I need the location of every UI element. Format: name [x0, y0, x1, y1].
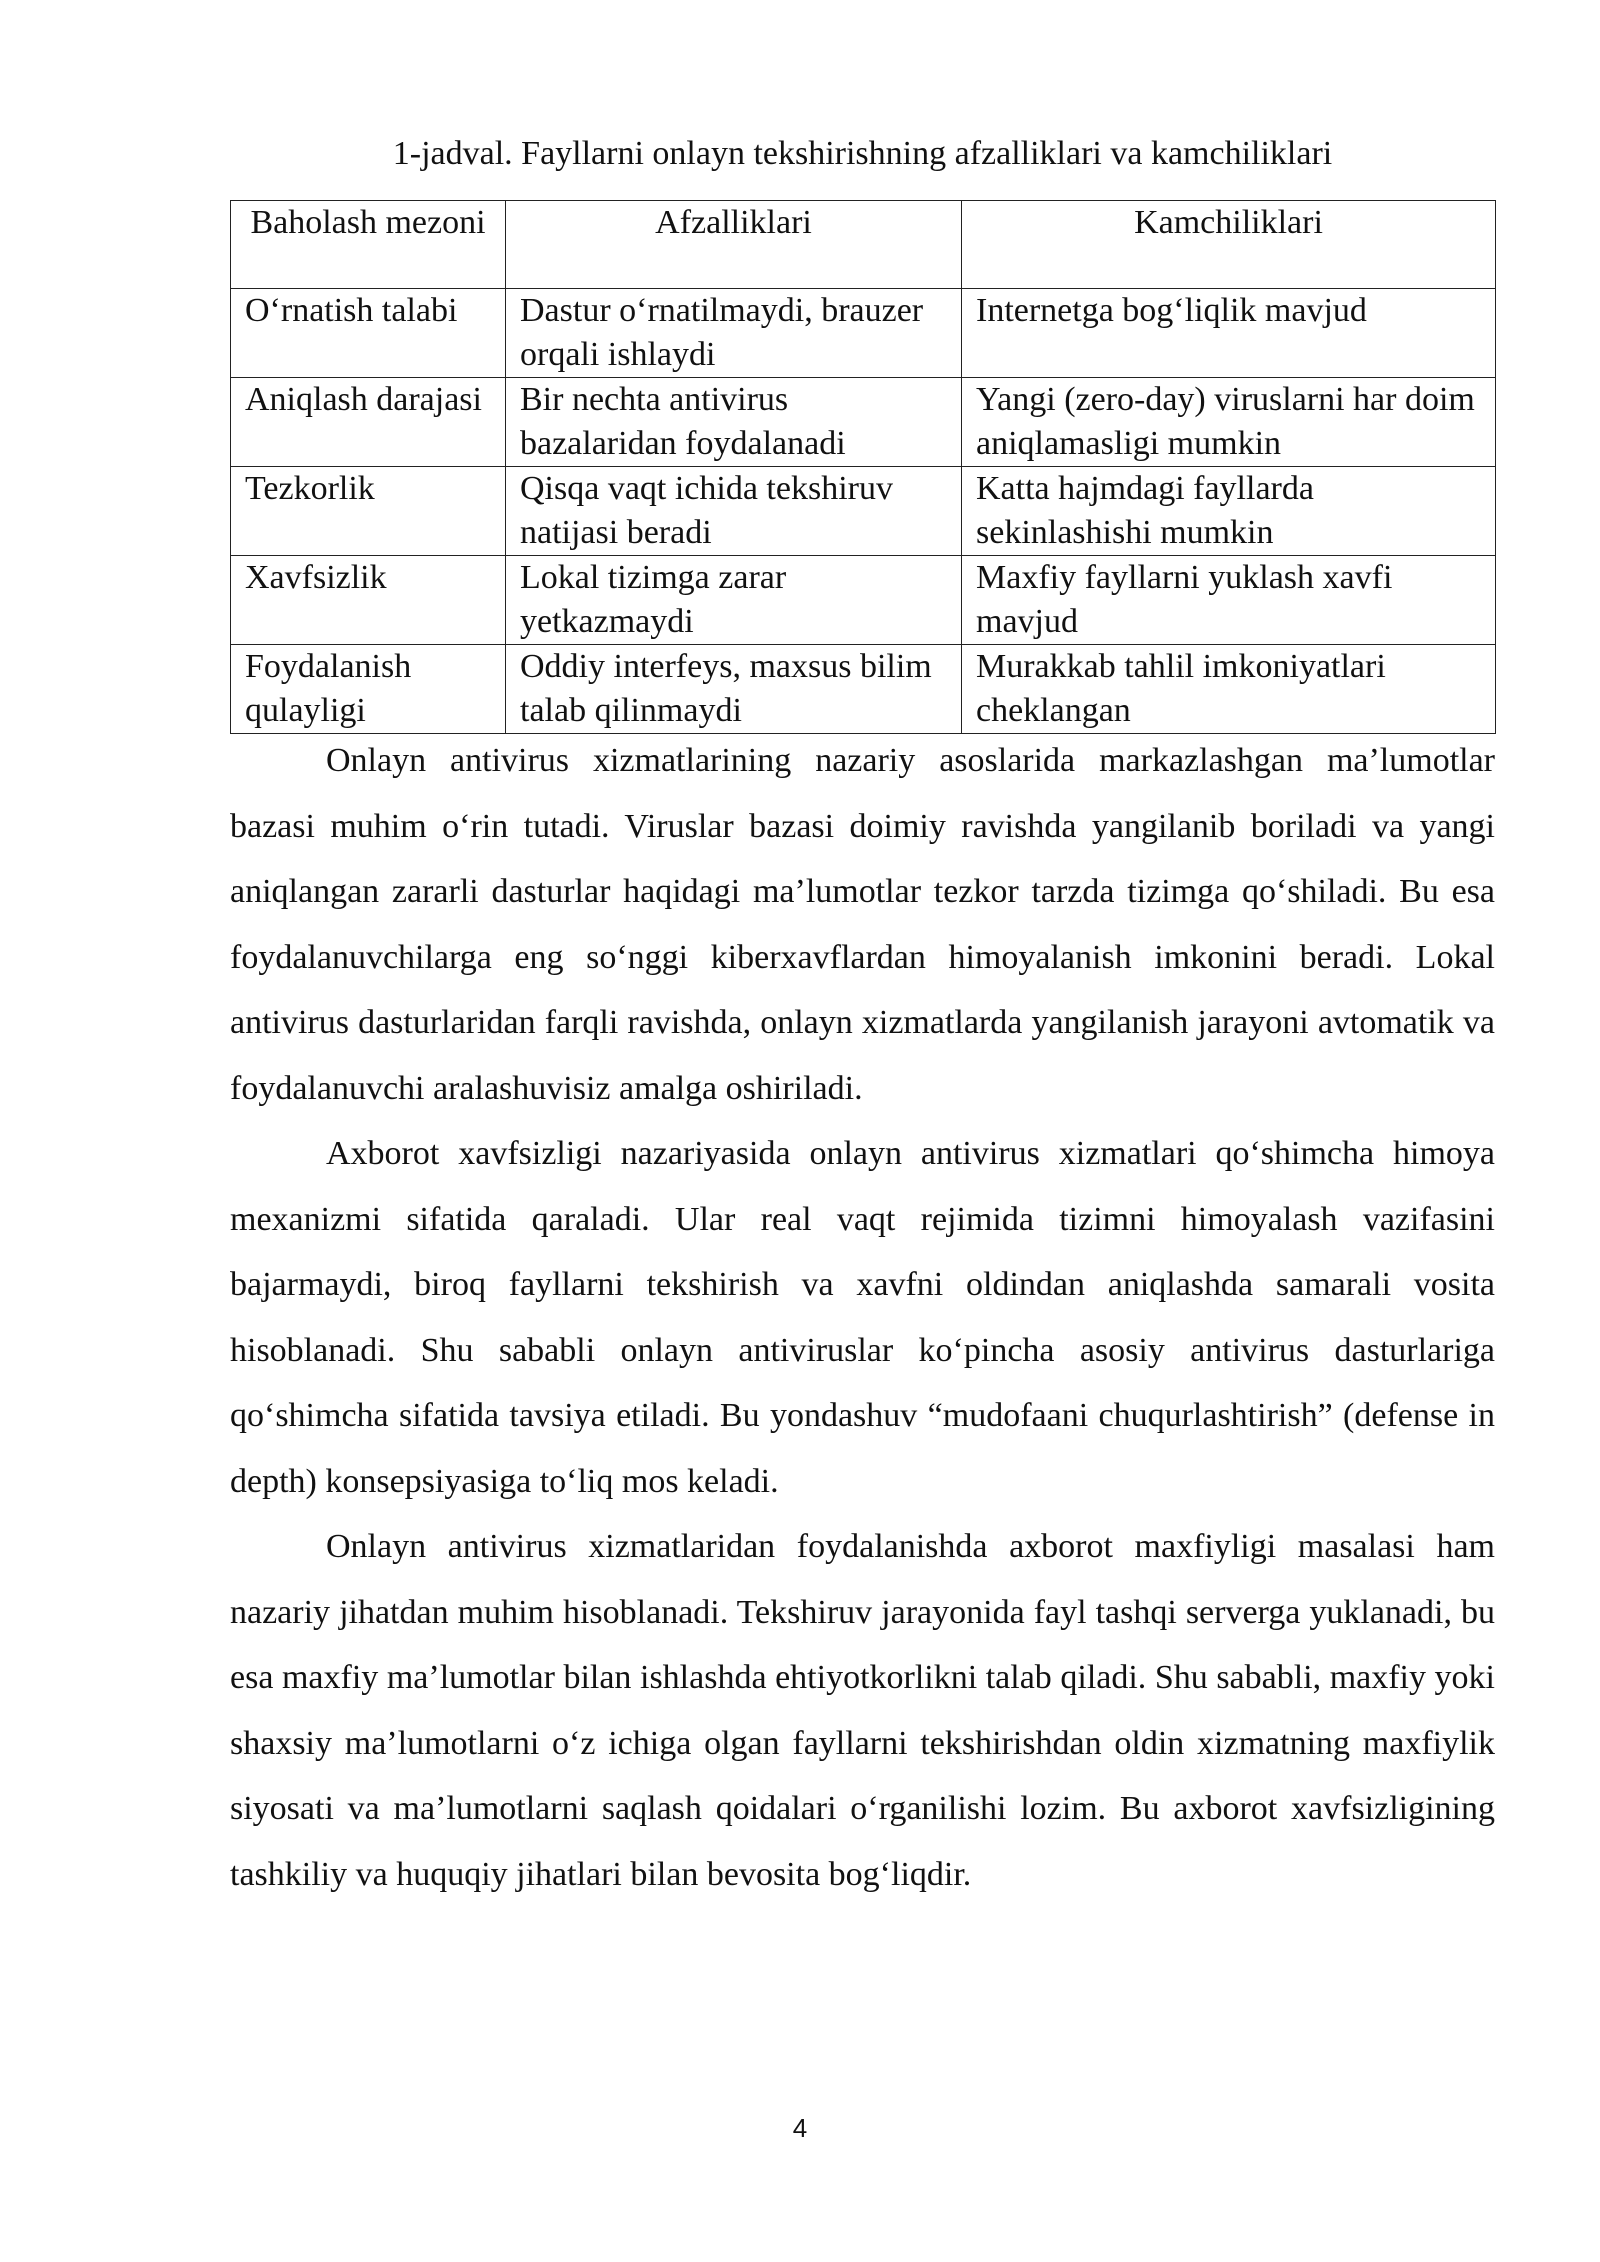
table-row [231, 467, 1496, 556]
paragraph: Axborot xavfsizligi nazariyasida onlayn antivirus xizmatlari qo‘shimcha himoya mexanizmi sifatida qaraladi. Ular real vaqt rejimida tizimni himoyalash vazifasini bajarmaydi, biroq fayllarni tekshirish va xavfni oldindan aniqlashda samarali vosita hisoblanadi. Shu sababli onlayn antiviruslar ko‘pincha asosiy antivirus dasturlariga qo‘shimcha sifatida tavsiya etiladi. Bu yondashuv “mudofaani chuqurlashtirish” (defense in depth) konsepsiyasiga to‘liq mos keladi. [230, 1135, 1495, 1500]
table-caption: 1-jadval. Fayllarni onlayn tekshirishning afzalliklari va kamchiliklari [392, 135, 1333, 172]
table-cell-disadvantage: Maxfiy fayllarni yuklash xavfi mavjud [962, 556, 1496, 645]
table-header-row [231, 201, 1496, 289]
table-cell-advantage: Dastur o‘rnatilmaydi, brauzer orqali ishlaydi [506, 289, 962, 378]
paragraph: Onlayn antivirus xizmatlarining nazariy asoslarida markazlashgan ma’lumotlar bazasi muhim o‘rin tutadi. Viruslar bazasi doimiy ravishda yangilanib boriladi va yangi aniqlangan zararli dasturlar haqidagi ma’lumotlar tezkor tarzda tizimga qo‘shiladi. Bu esa foydalanuvchilarga eng so‘nggi kiberxavflardan himoyalanish imkonini beradi. Lokal antivirus dasturlaridan farqli ravishda, onlayn xizmatlarda yangilanish jarayoni avtomatik va foydalanuvchi aralashuvisiz amalga oshiriladi. [230, 742, 1495, 1107]
table-cell-criterion: O‘rnatish talabi [231, 289, 506, 378]
table-cell-advantage: Qisqa vaqt ichida tekshiruv natijasi beradi [506, 467, 962, 556]
comparison-table [230, 200, 1496, 734]
table-row [231, 289, 1496, 378]
table-cell-disadvantage: Murakkab tahlil imkoniyatlari cheklangan [962, 645, 1496, 734]
table-row [231, 556, 1496, 645]
body-text [230, 728, 1495, 1907]
table-cell-disadvantage: Katta hajmdagi fayllarda sekinlashishi mumkin [962, 467, 1496, 556]
table-cell-disadvantage: Internetga bog‘liqlik mavjud [962, 289, 1496, 378]
header-advantages: Afzalliklari [506, 201, 962, 289]
table-row [231, 378, 1496, 467]
header-criterion: Baholash mezoni [231, 201, 506, 289]
table-row [231, 645, 1496, 734]
table-cell-criterion: Xavfsizlik [231, 556, 506, 645]
header-disadvantages: Kamchiliklari [962, 201, 1496, 289]
table-cell-disadvantage: Yangi (zero-day) viruslarni har doim aniqlamasligi mumkin [962, 378, 1496, 467]
table-cell-criterion: Tezkorlik [231, 467, 506, 556]
table-cell-advantage: Lokal tizimga zarar yetkazmaydi [506, 556, 962, 645]
paragraph: Onlayn antivirus xizmatlaridan foydalanishda axborot maxfiyligi masalasi ham nazariy jihatdan muhim hisoblanadi. Tekshiruv jarayonida fayl tashqi serverga yuklanadi, bu esa maxfiy ma’lumotlar bilan ishlashda ehtiyotkorlikni talab qiladi. Shu sababli, maxfiy yoki shaxsiy ma’lumotlarni o‘z ichiga olgan fayllarni tekshirishdan oldin xizmatning maxfiylik siyosati va ma’lumotlarni saqlash qoidalari o‘rganilishi lozim. Bu axborot xavfsizligining tashkiliy va huquqiy jihatlari bilan bevosita bog‘liqdir. [230, 1528, 1495, 1893]
table-cell-criterion: Aniqlash darajasi [231, 378, 506, 467]
table-cell-criterion: Foydalanish qulayligi [231, 645, 506, 734]
table-cell-advantage: Bir nechta antivirus bazalaridan foydalanadi [506, 378, 962, 467]
table-cell-advantage: Oddiy interfeys, maxsus bilim talab qilinmaydi [506, 645, 962, 734]
page-number: 4 [792, 2113, 808, 2143]
